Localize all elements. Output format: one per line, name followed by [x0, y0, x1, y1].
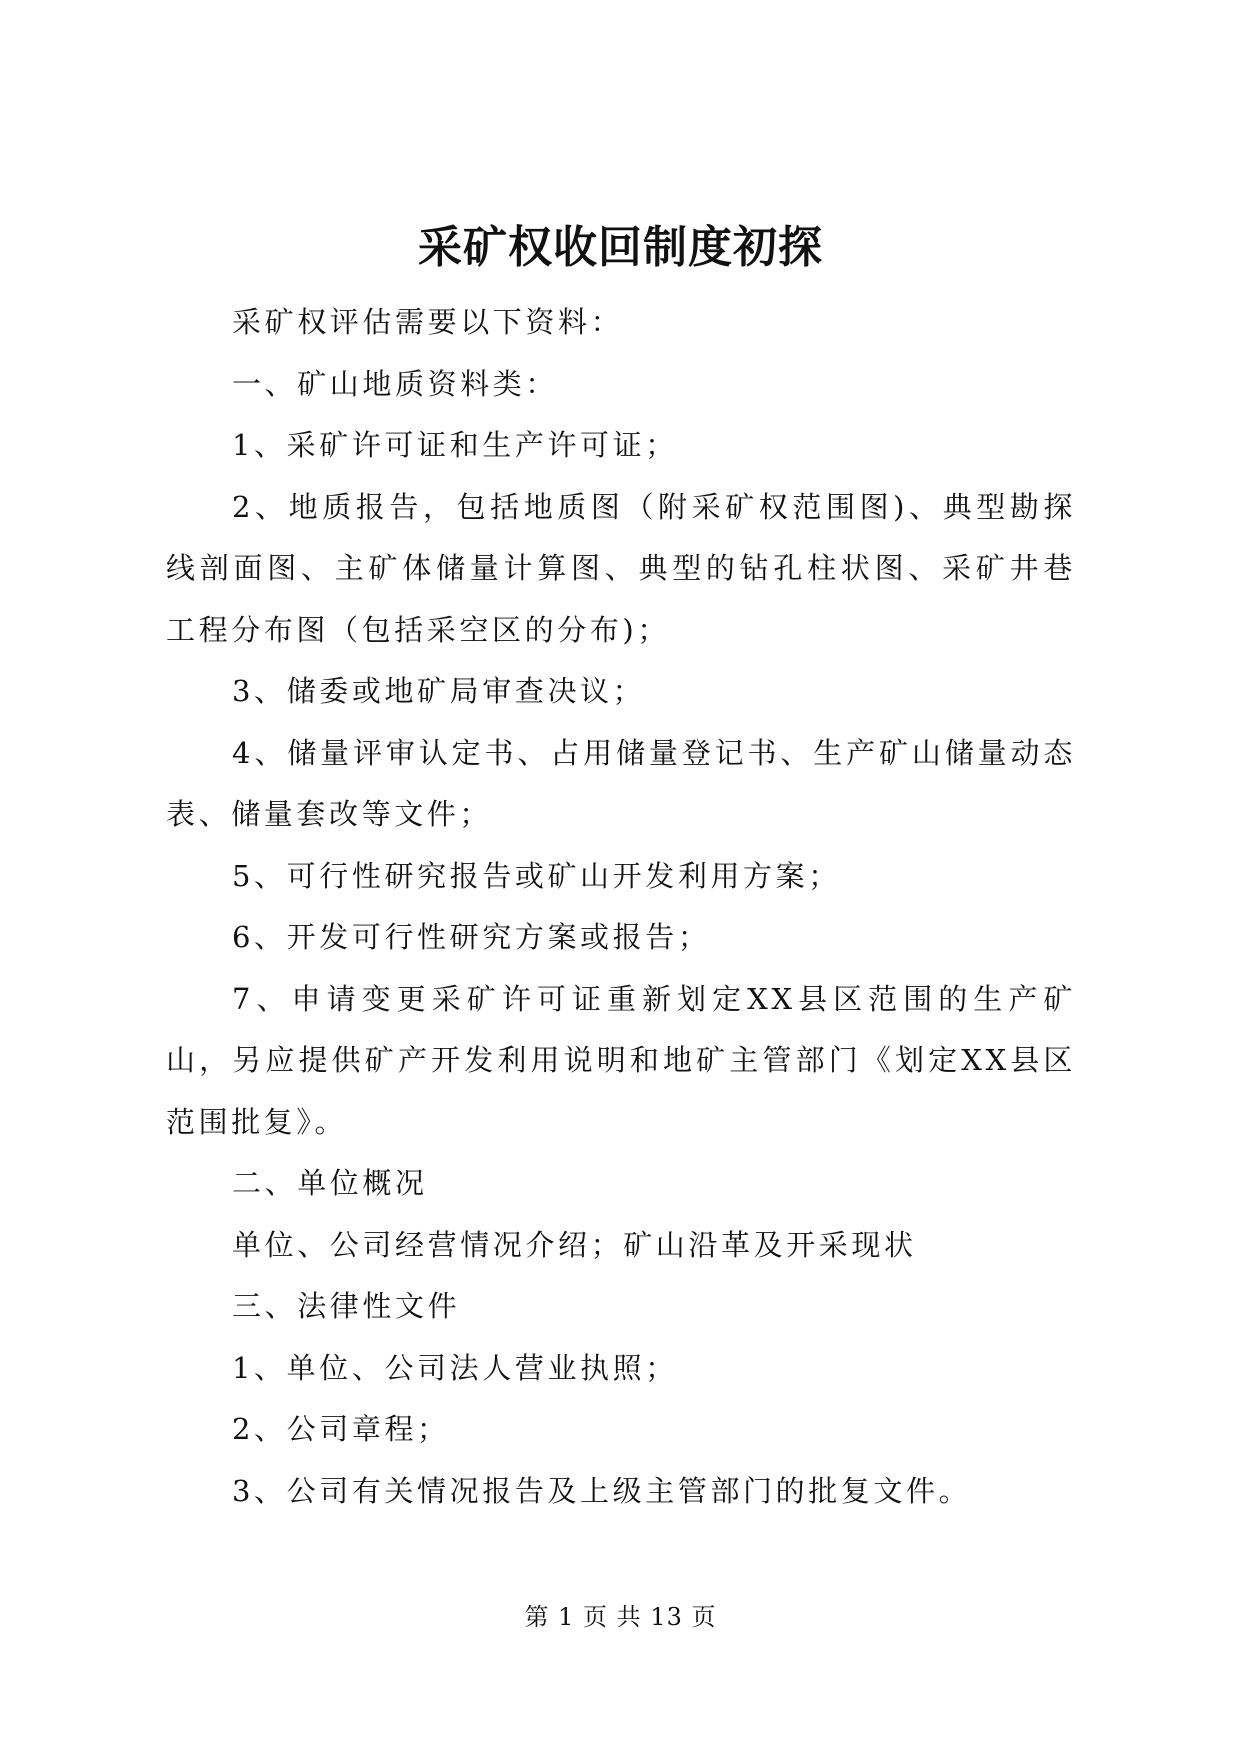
section-heading-legal: 三、法律性文件: [232, 1289, 461, 1323]
list-item: 3、储委或地矿局审查决议；: [232, 674, 646, 708]
list-item: 2、地质报告，包括地质图（附采矿权范围图)、典型勘探线剖面图、主矿体储量计算图、典型的钻孔柱状图、采矿井巷工程分布图（包括采空区的分布)；: [166, 489, 1076, 647]
paragraph-unit-overview: 单位、公司经营情况介绍；矿山沿革及开采现状: [232, 1227, 917, 1262]
list-item: 4、储量评审认定书、占用储量登记书、生产矿山储量动态表、储量套改等文件；: [166, 735, 1076, 831]
list-item: 3、公司有关情况报告及上级主管部门的批复文件。: [232, 1473, 972, 1508]
page-footer: 第 1 页 共 13 页: [524, 1603, 717, 1631]
section-heading-geology: 一、矿山地质资料类：: [232, 366, 559, 401]
list-item: 1、单位、公司法人营业执照；: [232, 1350, 678, 1385]
list-item: 1、采矿许可证和生产许可证；: [232, 428, 678, 462]
list-item: 5、可行性研究报告或矿山开发利用方案；: [232, 858, 841, 893]
list-item: 7、申请变更采矿许可证重新划定XX县区范围的生产矿山，另应提供矿产开发利用说明和地矿主管部门《划定XX县区范围批复》。: [166, 981, 1076, 1139]
list-item: 6、开发可行性研究方案或报告；: [232, 920, 711, 954]
paragraph-intro: 采矿权评估需要以下资料：: [232, 305, 624, 339]
document-title: 采矿权收回制度初探: [418, 222, 823, 273]
list-item: 2、公司章程；: [232, 1412, 450, 1446]
document-body: [166, 292, 1076, 1522]
section-heading-unit: 二、单位概况: [232, 1166, 428, 1200]
